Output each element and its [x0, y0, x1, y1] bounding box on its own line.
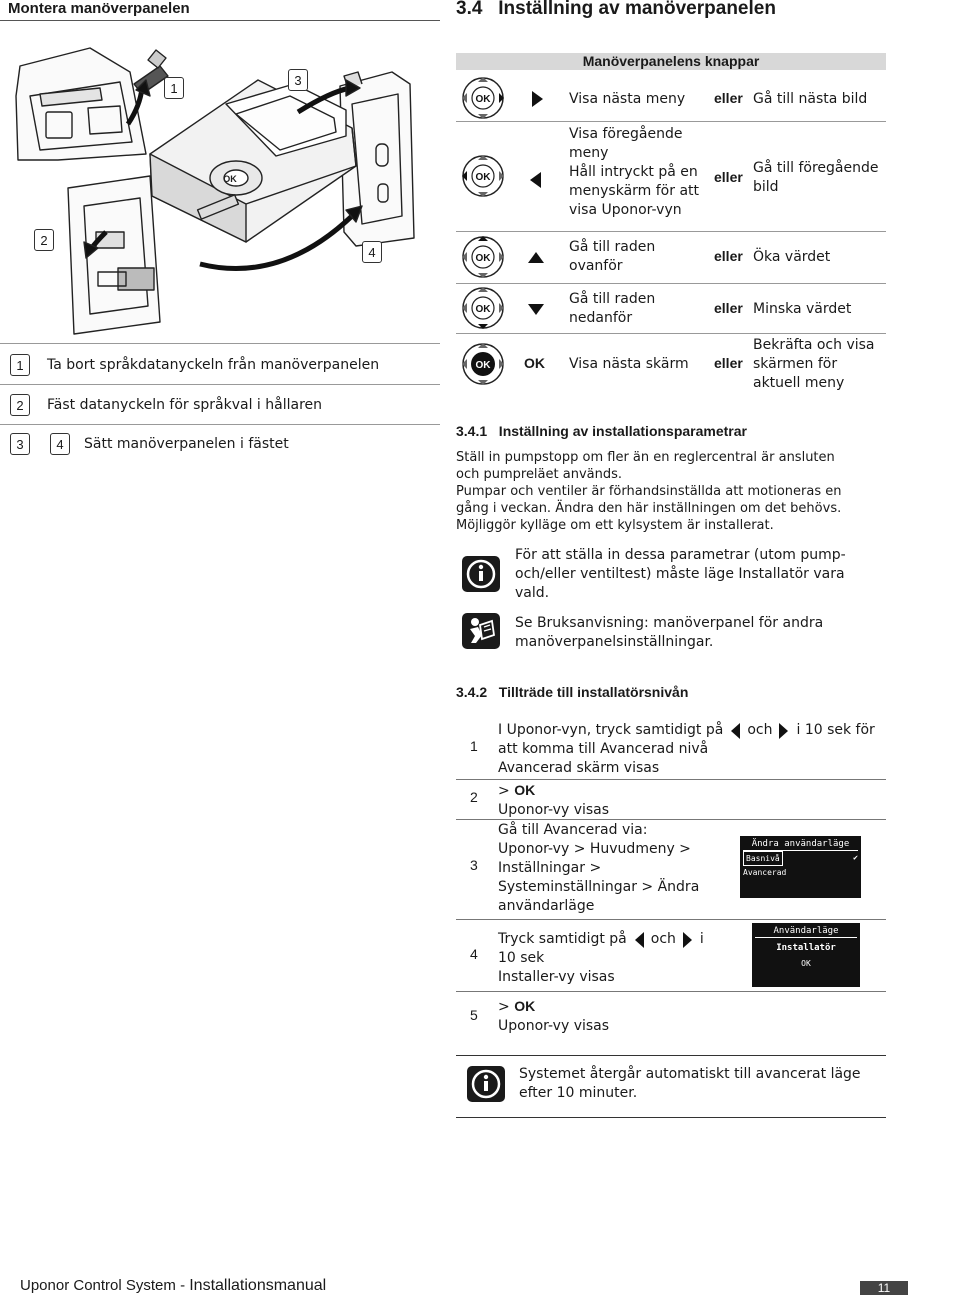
section-341-heading: 3.4.1 Inställning av installationsparametrar [456, 423, 747, 439]
step-ok-label: OK [514, 782, 536, 798]
step-text: > [498, 999, 515, 1015]
step-text: Gå till Avancerad via: [498, 822, 648, 838]
row2-or: eller [714, 169, 743, 185]
legend-num-1: 1 [10, 354, 30, 376]
screen-user-mode [752, 923, 860, 987]
screen-item: Avancerad [743, 868, 787, 877]
legend-rule [0, 424, 440, 425]
timeout-note [519, 1065, 861, 1103]
ok-button-up-active-icon [461, 235, 505, 279]
row2-action-line: Visa föregående [569, 126, 683, 142]
row3-or: eller [714, 248, 743, 264]
step-rule [456, 991, 886, 992]
row3-action-line: ovanför [569, 258, 623, 274]
row4-or: eller [714, 300, 743, 316]
step-3-text [498, 821, 699, 916]
page-number: 11 [860, 1281, 908, 1295]
paragraph-line: Ställ in pumpstopp om fler än en reglercentral är ansluten [456, 450, 835, 465]
down-triangle-icon [527, 302, 545, 316]
row4-action-line: Gå till raden [569, 291, 656, 307]
ok-button-right-active-icon [461, 76, 505, 120]
row5-ok-label: OK [524, 355, 545, 371]
book-note [515, 614, 823, 652]
step-2-number: 2 [470, 789, 478, 805]
up-triangle-icon [527, 251, 545, 265]
step-text: Uponor-vy visas [498, 1018, 610, 1034]
screen-change-user-mode [740, 836, 861, 898]
legend-num-3: 3 [10, 433, 30, 455]
section-342-heading: 3.4.2 Tillträde till installatörsnivån [456, 684, 689, 700]
timeout-note-line: efter 10 minuter. [519, 1085, 638, 1101]
row3-action [569, 238, 655, 276]
book-reader-icon [462, 613, 500, 649]
row4-action-line: nedanför [569, 310, 633, 326]
callout-1: 1 [164, 77, 184, 99]
screen-ok: OK [801, 959, 811, 968]
ok-button-center-active-icon [461, 342, 505, 386]
footer-doc-title: Installationsmanual [189, 1277, 327, 1294]
table-row-rule [456, 283, 886, 284]
screen-title: Användarläge [755, 925, 857, 938]
callout-3: 3 [288, 69, 308, 91]
svg-text:OK: OK [475, 360, 491, 371]
step-text: användarläge [498, 898, 595, 914]
screen-value: Installatör [776, 943, 836, 953]
left-arrow-icon [633, 931, 645, 949]
step-text: I Uponor-vyn, tryck samtidigt på [498, 722, 724, 738]
row2-action-line: visa Uponor-vyn [569, 202, 682, 218]
legend-text-3: Sätt manöverpanelen i fästet [84, 436, 289, 452]
legend-text-1: Ta bort språkdatanyckeln från manöverpanelen [47, 357, 380, 373]
paragraph-line: Möjliggör kylläge om ett kylsystem är installerat. [456, 518, 774, 533]
legend-text-2: Fäst datanyckeln för språkval i hållaren [47, 397, 323, 413]
step-ok-label: OK [514, 998, 536, 1014]
row1-alt: Gå till nästa bild [753, 91, 868, 107]
row1-action: Visa nästa meny [569, 91, 686, 107]
callout-4: 4 [362, 241, 382, 263]
row1-or: eller [714, 90, 743, 106]
section-title-left: Montera manöverpanelen [8, 0, 190, 17]
screen-item: Basnivå [743, 851, 783, 866]
left-triangle-icon [529, 171, 543, 189]
table-row-rule [456, 231, 886, 232]
row2-action-line: Håll intryckt på en [569, 164, 698, 180]
step-2-text [498, 781, 609, 820]
book-note-line: manöverpanelsinställningar. [515, 634, 714, 650]
step-rule [456, 819, 886, 820]
legend-rule [0, 343, 440, 344]
book-note-line: Se Bruksanvisning: manöverpanel för andra [515, 615, 824, 631]
step-text: Tryck samtidigt på [498, 931, 627, 947]
ok-button-left-active-icon [461, 154, 505, 198]
step-1-text [498, 721, 875, 778]
panel-mounting-illustration [0, 36, 440, 336]
step-text: > [498, 783, 515, 799]
screen-title: Ändra användarläge [743, 838, 858, 851]
step-text: att komma till Avancerad nivå [498, 741, 709, 757]
table-row-rule [456, 333, 886, 334]
legend-num-4: 4 [50, 433, 70, 455]
row5-alt-line: Bekräfta och visa [753, 337, 875, 353]
checkmark-icon: ✔ [853, 853, 858, 862]
row2-alt-line: bild [753, 179, 779, 195]
info-note-line: För att ställa in dessa parametrar (utom pump- [515, 547, 846, 563]
row2-alt-line: Gå till föregående [753, 160, 879, 176]
ok-button-down-active-icon [461, 286, 505, 330]
screen-item-selected [743, 851, 858, 866]
step-text: Uponor-vy visas [498, 802, 610, 818]
left-arrow-icon [729, 722, 741, 740]
step-text: och [747, 722, 773, 738]
step-text: och [650, 931, 676, 947]
section-341-paragraph [456, 449, 842, 534]
step-text: 10 sek [498, 950, 545, 966]
step-4-text [498, 930, 704, 987]
step-text: i [699, 931, 704, 947]
legend-rule [0, 384, 440, 385]
section-title-right: 3.4 Inställning av manöverpanelen [456, 0, 776, 19]
step-rule [456, 919, 886, 920]
table-row-rule [456, 121, 886, 122]
step-5-text [498, 997, 609, 1036]
step-text: Avancerad skärm visas [498, 760, 660, 776]
step-text: Uponor-vy > Huvudmeny > [498, 841, 691, 857]
step-rule [456, 779, 886, 780]
row3-action-line: Gå till raden [569, 239, 656, 255]
row2-action-line: meny [569, 145, 609, 161]
row5-alt-line: aktuell meny [753, 375, 845, 391]
callout-2: 2 [34, 229, 54, 251]
paragraph-line: Pumpar och ventiler är förhandsinställda att motioneras en [456, 484, 842, 499]
row4-action [569, 290, 655, 328]
right-arrow-icon [778, 722, 790, 740]
row3-alt: Öka värdet [753, 249, 831, 265]
row2-action [569, 125, 699, 220]
row2-alt [753, 159, 879, 197]
step-text: Installer-vy visas [498, 969, 615, 985]
row5-action: Visa nästa skärm [569, 356, 689, 372]
step-text: Systeminställningar > Ändra [498, 879, 700, 895]
timeout-note-line: Systemet återgår automatiskt till avancerat läge [519, 1066, 861, 1082]
info-note-line: och/eller ventiltest) måste läge Installatör vara [515, 566, 845, 582]
legend-num-2: 2 [10, 394, 30, 416]
panel-ok-label: OK [223, 174, 237, 184]
step-3-number: 3 [470, 857, 478, 873]
right-arrow-icon [682, 931, 694, 949]
info-note [515, 546, 846, 603]
row4-alt: Minska värdet [753, 301, 852, 317]
right-triangle-icon [530, 90, 544, 108]
buttons-table-title: Manöverpanelens knappar [456, 53, 886, 70]
info-icon [462, 556, 500, 592]
header-rule-left [0, 20, 440, 21]
paragraph-line: och pumpreläet används. [456, 467, 623, 482]
row2-action-line: menyskärm för att [569, 183, 699, 199]
step-4-number: 4 [470, 946, 478, 962]
step-5-number: 5 [470, 1007, 478, 1023]
row5-alt [753, 336, 875, 393]
paragraph-line: gång i veckan. Ändra den här inställningen om det behövs. [456, 501, 842, 516]
step-text: i 10 sek för [796, 722, 875, 738]
step-text: Inställningar > [498, 860, 602, 876]
footer-brand-text: Uponor Control System - [20, 1277, 190, 1294]
step-1-number: 1 [470, 738, 478, 754]
row5-or: eller [714, 355, 743, 371]
info-icon [467, 1066, 505, 1102]
row5-alt-line: skärmen för [753, 356, 838, 372]
info-note-line: vald. [515, 585, 550, 601]
footer-brand [20, 1277, 326, 1295]
